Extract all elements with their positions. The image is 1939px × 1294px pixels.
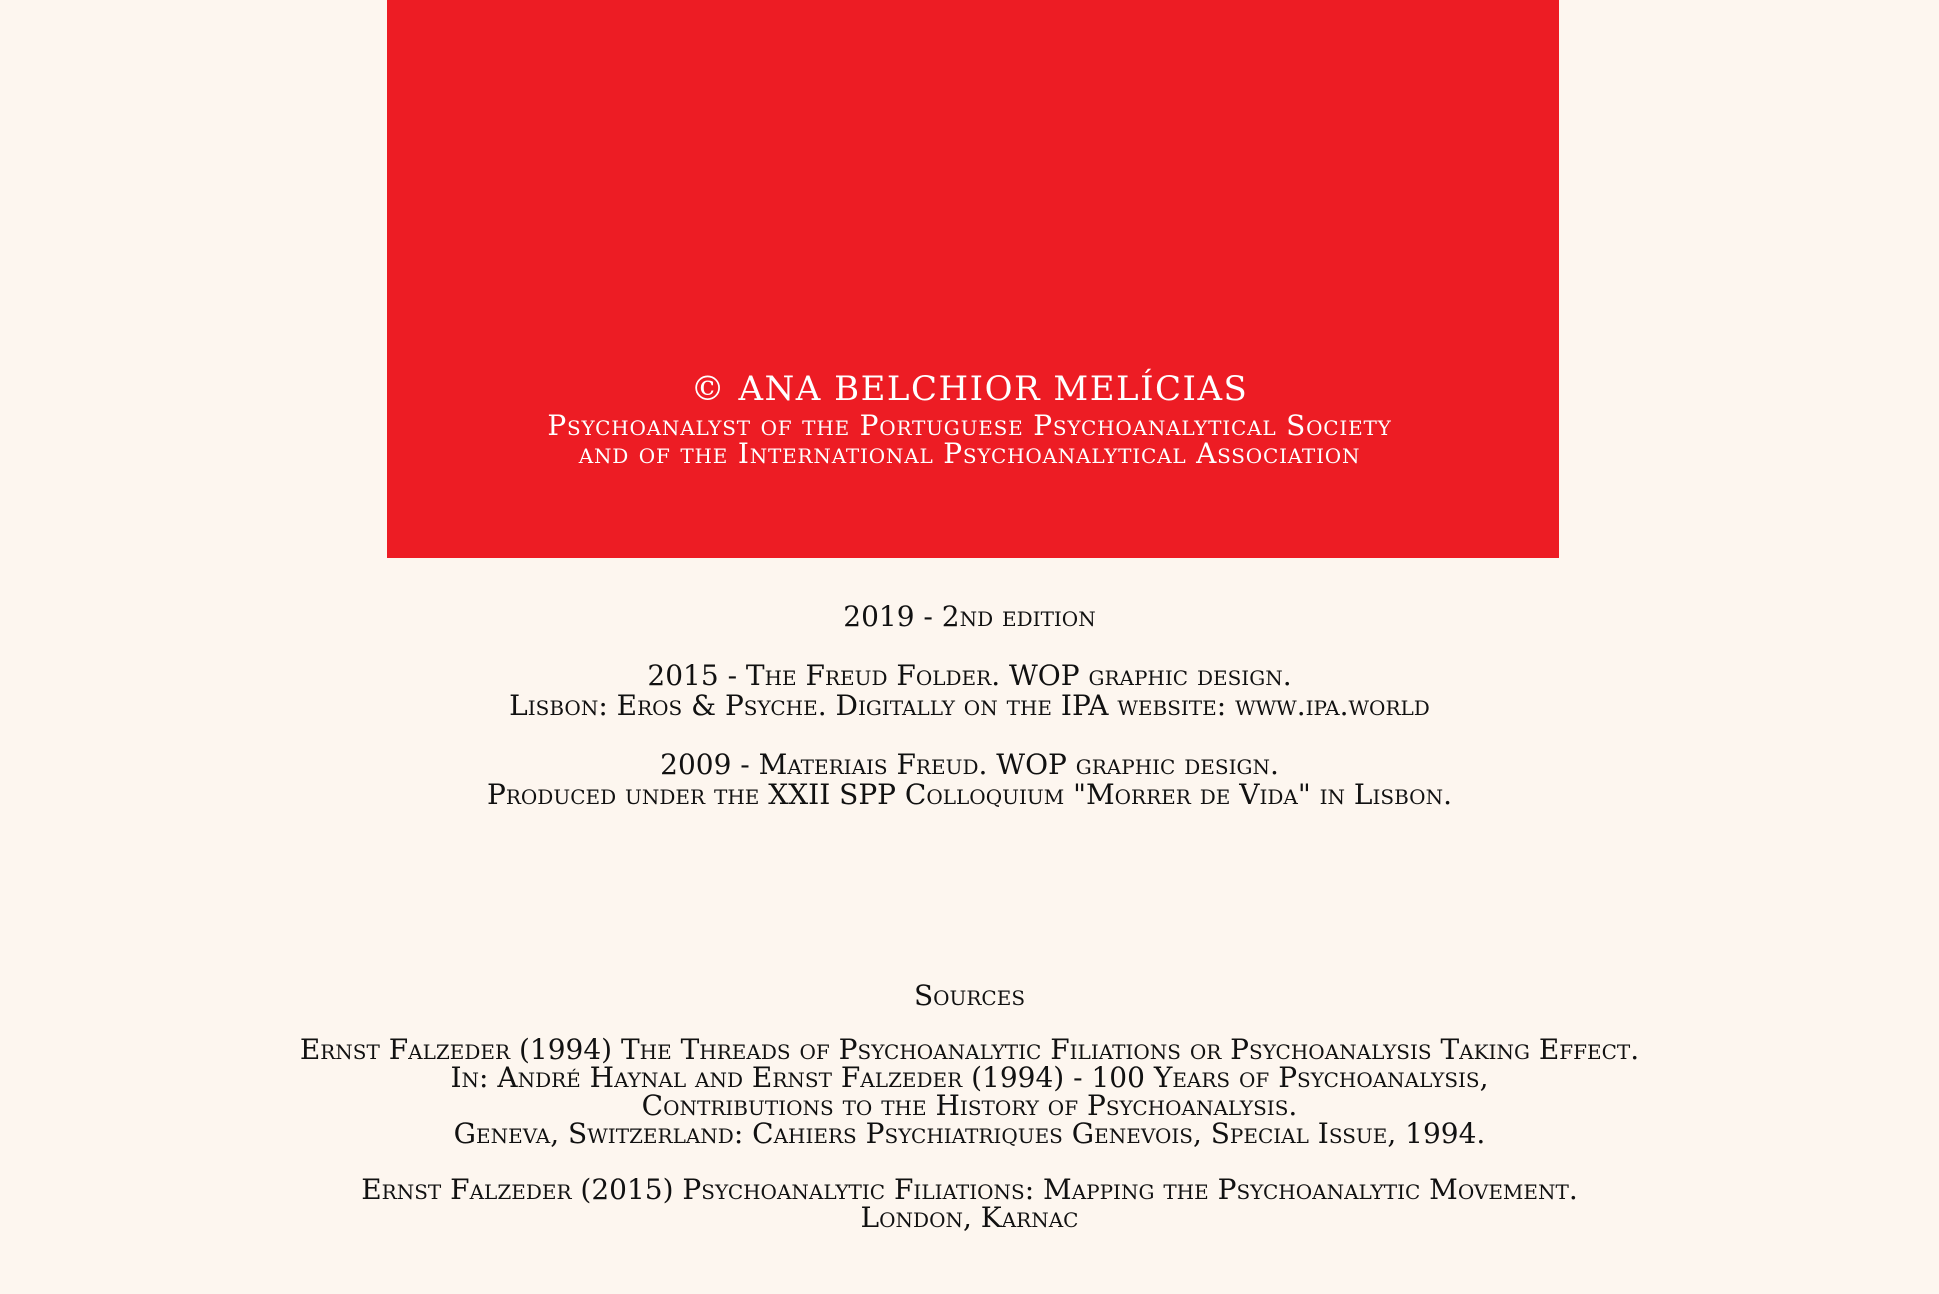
sources-heading: Sources (913, 979, 1026, 1012)
edition-entry (0, 661, 1939, 721)
edition-entry (0, 602, 1939, 632)
author-role-line: and of the International Psychoanalytical Association (578, 437, 1361, 470)
author-credit (0, 366, 1939, 468)
author-role-line: Psychoanalyst of the Portuguese Psychoanalytical Society (547, 409, 1392, 442)
edition-line: Lisbon: Eros & Psyche. Digitally on the IPA website: www.ipa.world (509, 689, 1430, 722)
author-name: © ANA BELCHIOR MELÍCIAS (690, 369, 1249, 409)
source-entry (0, 1173, 1939, 1234)
edition-line: 2015 - The Freud Folder. WOP graphic design. (647, 659, 1292, 692)
red-cover-block (387, 0, 1559, 558)
edition-line: Produced under the XXII SPP Colloquium "Morrer de Vida" in Lisbon. (487, 778, 1452, 811)
editions-list (0, 602, 1939, 839)
source-line: Ernst Falzeder (1994) The Threads of Psychoanalytic Filiations or Psychoanalysis Taking Effect. (299, 1033, 1640, 1066)
source-line: In: André Haynal and Ernst Falzeder (1994) - 100 Years of Psychoanalysis, (450, 1061, 1489, 1094)
source-line: London, Karnac (860, 1201, 1079, 1234)
edition-line: 2009 - Materiais Freud. WOP graphic design. (660, 748, 1279, 781)
author-role (0, 409, 1939, 470)
source-line: Contributions to the History of Psychoanalysis. (641, 1089, 1298, 1122)
source-line: Ernst Falzeder (2015) Psychoanalytic Filiations: Mapping the Psychoanalytic Movement. (361, 1173, 1578, 1206)
source-line: Geneva, Switzerland: Cahiers Psychiatriques Genevois, Special Issue, 1994. (453, 1117, 1486, 1150)
edition-line: 2019 - 2nd edition (843, 600, 1096, 633)
edition-entry (0, 750, 1939, 810)
source-entry (0, 1033, 1939, 1150)
sources-section (0, 979, 1939, 1260)
